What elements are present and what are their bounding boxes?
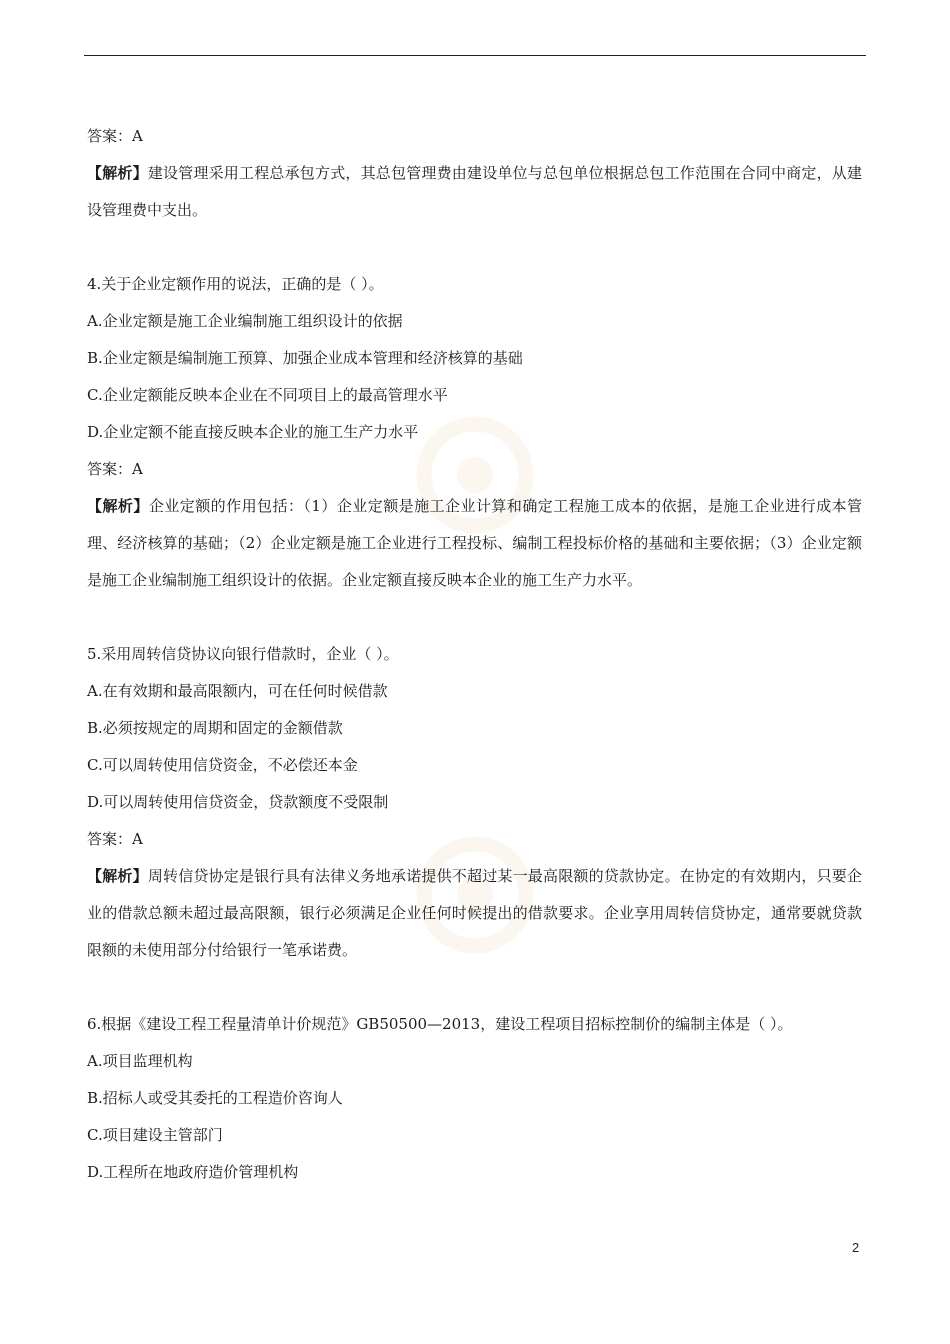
header-rule: [84, 55, 866, 56]
question-stem: 5.采用周转信贷协议向银行借款时，企业（ ）。: [87, 645, 399, 663]
document-body: [87, 118, 862, 1191]
answer-line: 答案：A: [87, 460, 143, 478]
analysis-text: 企业定额的作用包括：（1）企业定额是施工企业计算和确定工程施工成本的依据，是施工企业进行成本管理、经济核算的基础；（2）企业定额是施工企业进行工程投标、编制工程投标价格的基础和主要依据；（3）企业定额是施工企业编制施工组织设计的依据。企业定额直接反映本企业的施工生产力水平。: [87, 497, 862, 589]
option-b: B.招标人或受其委托的工程造价咨询人: [87, 1089, 343, 1107]
option-d: D.可以周转使用信贷资金，贷款额度不受限制: [87, 793, 389, 811]
analysis-tag: 【解析】: [87, 164, 148, 182]
analysis-tag: 【解析】: [87, 497, 149, 515]
question-stem: 6.根据《建设工程工程量清单计价规范》GB50500—2013，建设工程项目招标控制价的编制主体是（ ）。: [87, 1015, 793, 1033]
option-c: C.可以周转使用信贷资金，不必偿还本金: [87, 756, 358, 774]
option-d: D.企业定额不能直接反映本企业的施工生产力水平: [87, 423, 419, 441]
option-b: B.企业定额是编制施工预算、加强企业成本管理和经济核算的基础: [87, 349, 523, 367]
option-c: C.企业定额能反映本企业在不同项目上的最高管理水平: [87, 386, 448, 404]
answer-line: 答案：A: [87, 127, 143, 145]
answer-line: 答案：A: [87, 830, 143, 848]
analysis-text: 建设管理采用工程总承包方式，其总包管理费由建设单位与总包单位根据总包工作范围在合同中商定，从建设管理费中支出。: [87, 164, 862, 219]
analysis-paragraph: [87, 488, 862, 599]
option-b: B.必须按规定的周期和固定的金额借款: [87, 719, 343, 737]
question-stem: 4.关于企业定额作用的说法，正确的是（ ）。: [87, 275, 384, 293]
analysis-paragraph: [87, 155, 862, 229]
analysis-tag: 【解析】: [87, 867, 148, 885]
analysis-paragraph: [87, 858, 862, 969]
page-number: 2: [852, 1240, 860, 1255]
option-c: C.项目建设主管部门: [87, 1126, 223, 1144]
option-a: A.企业定额是施工企业编制施工组织设计的依据: [87, 312, 403, 330]
analysis-text: 周转信贷协定是银行具有法律义务地承诺提供不超过某一最高限额的贷款协定。在协定的有效期内，只要企业的借款总额未超过最高限额，银行必须满足企业任何时候提出的借款要求。企业享用周转信贷协定，通常要就贷款限额的未使用部分付给银行一笔承诺费。: [87, 867, 862, 959]
option-d: D.工程所在地政府造价管理机构: [87, 1163, 299, 1181]
option-a: A.在有效期和最高限额内，可在任何时候借款: [87, 682, 388, 700]
option-a: A.项目监理机构: [87, 1052, 193, 1070]
